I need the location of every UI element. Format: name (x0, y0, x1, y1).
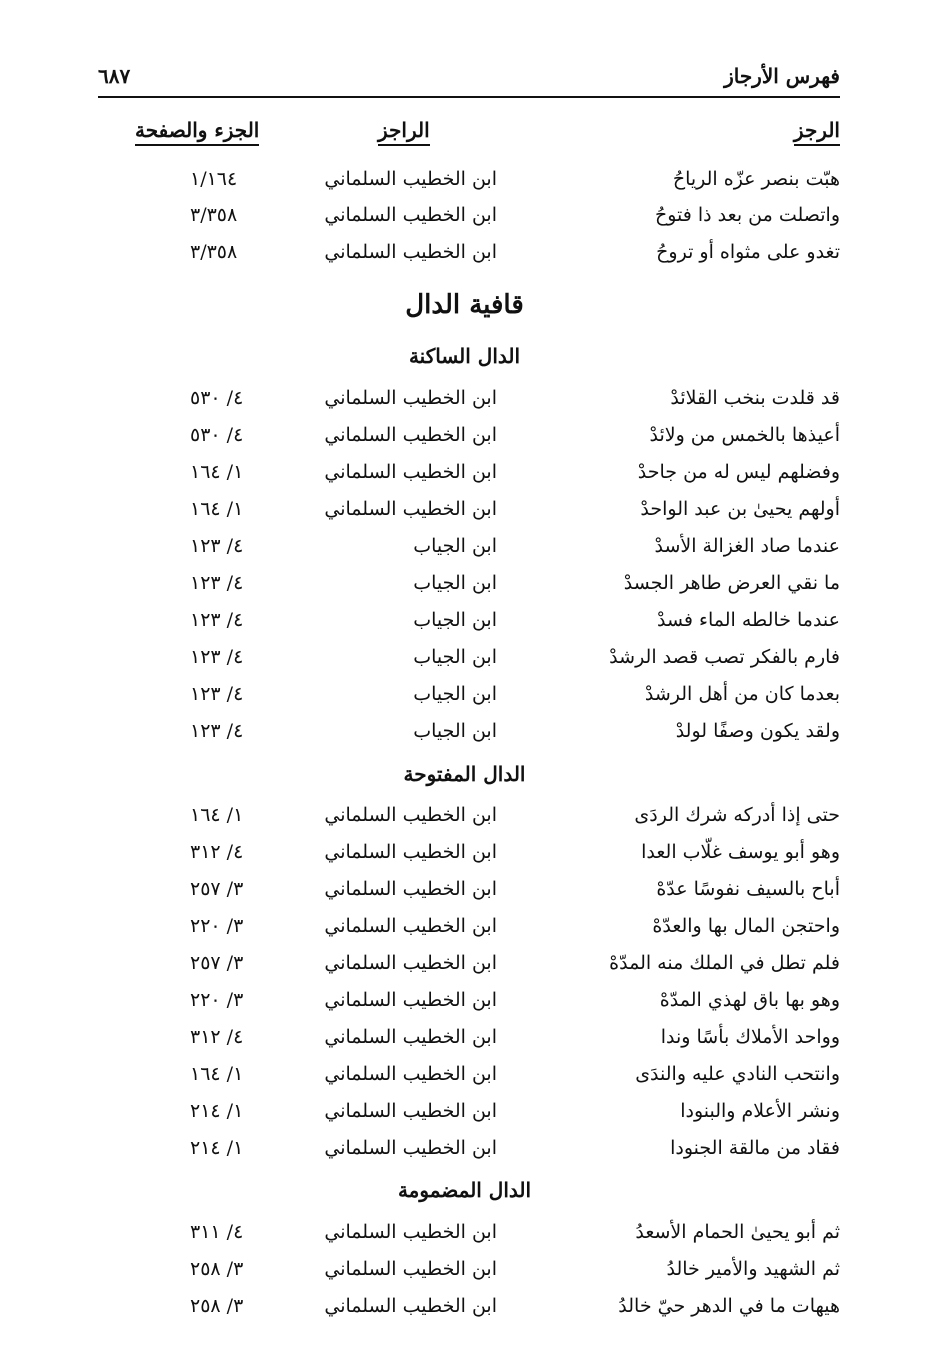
verse-text: أباح بالسيف نفوسًا عدّهْ (656, 878, 840, 900)
index-row (0, 1026, 929, 1063)
index-row (0, 878, 929, 915)
column-header-ref: الجزء والصفحة (135, 118, 259, 146)
volume-page-ref: ٤/ ٥٣٠ (190, 387, 244, 409)
verse-text: فقاد من مالقة الجنودا (670, 1137, 840, 1159)
poet-name: ابن الخطيب السلماني (324, 168, 497, 190)
verse-text: قد قلدت بنخب القلائدْ (670, 387, 840, 409)
volume-page-ref: ٣/٣٥٨ (190, 241, 238, 263)
index-row (0, 1063, 929, 1100)
volume-page-ref: ٤/ ١٢٣ (190, 535, 244, 557)
poet-name: ابن الخطيب السلماني (324, 915, 497, 937)
index-row (0, 387, 929, 424)
volume-page-ref: ٣/ ٢٢٠ (190, 989, 244, 1011)
volume-page-ref: ٣/ ٢٥٨ (190, 1258, 244, 1280)
volume-page-ref: ٤/ ٣١١ (190, 1221, 244, 1243)
volume-page-ref: ٤/ ١٢٣ (190, 572, 244, 594)
volume-page-ref: ١/ ١٦٤ (190, 498, 244, 520)
index-row (0, 804, 929, 841)
poet-name: ابن الخطيب السلماني (324, 387, 497, 409)
verse-text: ما نقي العرض طاهر الجسدْ (623, 572, 840, 594)
column-header-verse: الرجز (794, 118, 840, 146)
poet-name: ابن الخطيب السلماني (324, 1221, 497, 1243)
volume-page-ref: ٣/ ٢٢٠ (190, 915, 244, 937)
subsection-title-maftuha: الدال المفتوحة (403, 762, 526, 786)
verse-text: هيهات ما في الدهر حيّ خالدُ (618, 1295, 840, 1317)
header-title: فهرس الأرجاز (724, 64, 840, 88)
verse-text: عندما خالطه الماء فسدْ (656, 609, 840, 631)
index-row (0, 1100, 929, 1137)
index-row (0, 720, 929, 757)
poet-name: ابن الخطيب السلماني (324, 424, 497, 446)
verse-text: تغدو على مثواه أو تروحُ (656, 241, 840, 263)
volume-page-ref: ٣/٣٥٨ (190, 204, 238, 226)
verse-text: وفضلهم ليس له من جاحدْ (637, 461, 840, 483)
poet-name: ابن الخطيب السلماني (324, 952, 497, 974)
volume-page-ref: ٤/ ١٢٣ (190, 720, 244, 742)
running-header (98, 60, 840, 98)
poet-name: ابن الخطيب السلماني (324, 841, 497, 863)
index-row (0, 683, 929, 720)
verse-text: أولهم يحيىٰ بن عبد الواحدْ (640, 498, 840, 520)
verse-text: عندما صاد الغزالة الأسدْ (654, 535, 840, 557)
index-row (0, 168, 929, 205)
index-row (0, 1137, 929, 1174)
poet-name: ابن الخطيب السلماني (324, 878, 497, 900)
verse-text: وواحد الأملاك بأسًا وندا (660, 1026, 840, 1048)
index-row (0, 952, 929, 989)
section-title: قافية الدال (405, 290, 524, 320)
page-number: ٦٨٧ (98, 64, 131, 88)
poet-name: ابن الخطيب السلماني (324, 498, 497, 520)
verse-text: وانتحب النادي عليه والندَى (635, 1063, 840, 1085)
poet-name: ابن الجياب (413, 609, 497, 631)
index-row (0, 1221, 929, 1258)
volume-page-ref: ١/ ١٦٤ (190, 804, 244, 826)
index-row (0, 1258, 929, 1295)
poet-name: ابن الخطيب السلماني (324, 804, 497, 826)
volume-page-ref: ١/ ٢١٤ (190, 1100, 244, 1122)
poet-name: ابن الخطيب السلماني (324, 241, 497, 263)
verse-text: فارم بالفكر تصب قصد الرشدْ (609, 646, 840, 668)
index-row (0, 461, 929, 498)
volume-page-ref: ٤/ ١٢٣ (190, 683, 244, 705)
volume-page-ref: ١/١٦٤ (190, 168, 238, 190)
index-row (0, 915, 929, 952)
poet-name: ابن الجياب (413, 720, 497, 742)
volume-page-ref: ٤/ ٥٣٠ (190, 424, 244, 446)
poet-name: ابن الخطيب السلماني (324, 204, 497, 226)
volume-page-ref: ١/ ٢١٤ (190, 1137, 244, 1159)
verse-text: ونشر الأعلام والبنودا (680, 1100, 840, 1122)
verse-text: فلم تطل في الملك منه المدّهْ (609, 952, 840, 974)
verse-text: ولقد يكون وصفًا لولدْ (675, 720, 840, 742)
volume-page-ref: ٤/ ١٢٣ (190, 609, 244, 631)
index-row (0, 609, 929, 646)
volume-page-ref: ٤/ ٣١٢ (190, 841, 244, 863)
verse-text: ثم الشهيد والأمير خالدُ (666, 1258, 840, 1280)
index-row (0, 989, 929, 1026)
poet-name: ابن الجياب (413, 683, 497, 705)
subsection-title-sakina: الدال الساكنة (408, 344, 521, 368)
column-header-poet: الراجز (378, 118, 430, 146)
index-row (0, 841, 929, 878)
volume-page-ref: ٣/ ٢٥٧ (190, 952, 244, 974)
index-row (0, 204, 929, 241)
poet-name: ابن الجياب (413, 572, 497, 594)
index-row (0, 572, 929, 609)
volume-page-ref: ١/ ١٦٤ (190, 461, 244, 483)
index-row (0, 1295, 929, 1332)
volume-page-ref: ٣/ ٢٥٧ (190, 878, 244, 900)
poet-name: ابن الخطيب السلماني (324, 989, 497, 1011)
index-row (0, 424, 929, 461)
poet-name: ابن الخطيب السلماني (324, 1026, 497, 1048)
index-row (0, 241, 929, 278)
verse-text: حتى إذا أدركه شرك الردَى (634, 804, 840, 826)
volume-page-ref: ٣/ ٢٥٨ (190, 1295, 244, 1317)
index-row (0, 646, 929, 683)
volume-page-ref: ٤/ ١٢٣ (190, 646, 244, 668)
poet-name: ابن الخطيب السلماني (324, 461, 497, 483)
poet-name: ابن الخطيب السلماني (324, 1063, 497, 1085)
index-row (0, 498, 929, 535)
index-row (0, 535, 929, 572)
verse-text: هبّت بنصر عزّه الرياحُ (672, 168, 840, 190)
volume-page-ref: ١/ ١٦٤ (190, 1063, 244, 1085)
poet-name: ابن الجياب (413, 535, 497, 557)
poet-name: ابن الجياب (413, 646, 497, 668)
verse-text: أعيذها بالخمس من ولائدْ (649, 424, 840, 446)
verse-text: بعدما كان من أهل الرشدْ (644, 683, 840, 705)
subsection-title-madmuma: الدال المضمومة (397, 1178, 532, 1202)
poet-name: ابن الخطيب السلماني (324, 1137, 497, 1159)
poet-name: ابن الخطيب السلماني (324, 1295, 497, 1317)
verse-text: واتصلت من بعد ذا فتوحُ (654, 204, 840, 226)
poet-name: ابن الخطيب السلماني (324, 1100, 497, 1122)
poet-name: ابن الخطيب السلماني (324, 1258, 497, 1280)
verse-text: ثم أبو يحيىٰ الحمام الأسعدُ (635, 1221, 840, 1243)
verse-text: وهو بها باق لهذي المدّهْ (659, 989, 840, 1011)
verse-text: وهو أبو يوسف غلّاب العدا (641, 841, 840, 863)
verse-text: واحتجن المال بها والعدّهْ (652, 915, 840, 937)
volume-page-ref: ٤/ ٣١٢ (190, 1026, 244, 1048)
